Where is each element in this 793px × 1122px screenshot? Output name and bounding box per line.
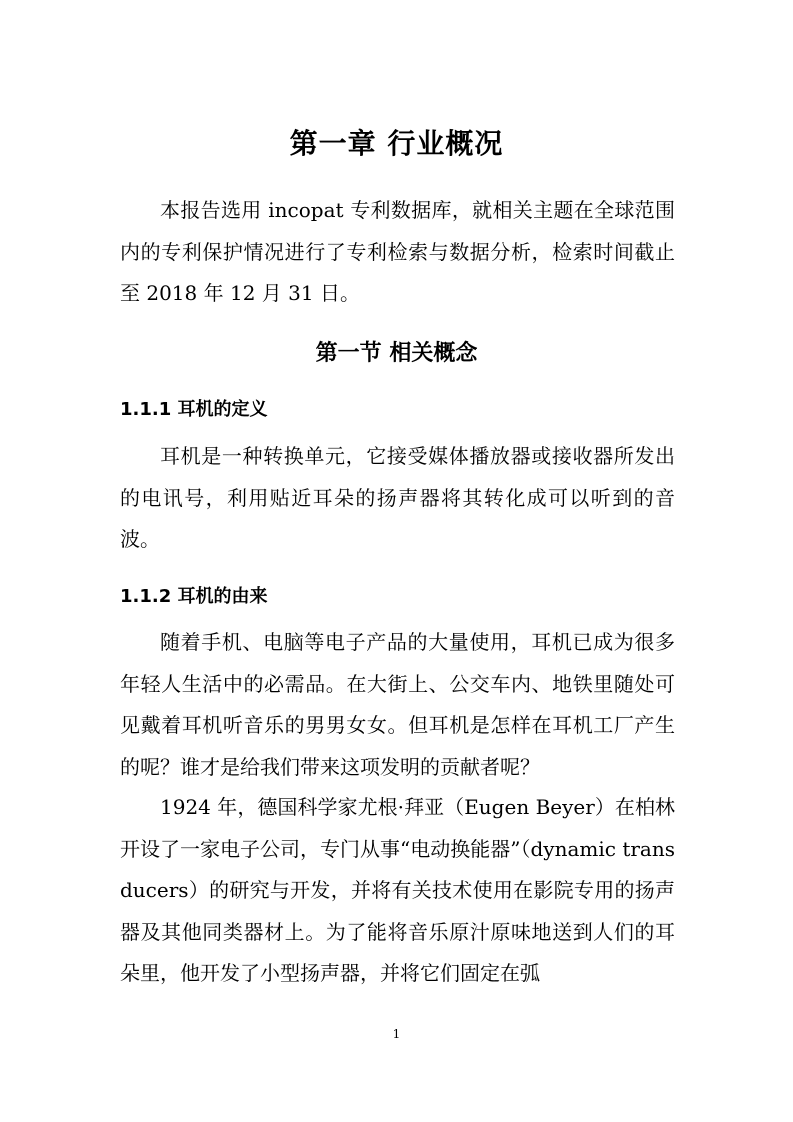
subsection-heading-definition: 1.1.1 耳机的定义 bbox=[120, 399, 268, 420]
section-title: 第一节 相关概念 bbox=[315, 341, 478, 366]
origin-paragraph-2: 1924 年，德国科学家尤根·拜亚（Eugen Beyer）在柏林开设了一家电子公司，专门从事“电动换能器”（dynamic transducers）的研究与开发，并将有关技术使用在影院专用的扬声器及其他同类器材上。为了能将音乐原汁原味地送到人们的耳朵里，他开发了小型扬声器，并将它们固定在弧 bbox=[120, 795, 675, 985]
origin-paragraph-1: 随着手机、电脑等电子产品的大量使用，耳机已成为很多年轻人生活中的必需品。在大街上、公交车内、地铁里随处可见戴着耳机听音乐的男男女女。但耳机是怎样在耳机工厂产生的呢？谁才是给我们带来这项发明的贡献者呢？ bbox=[120, 630, 675, 779]
page-number: 1 bbox=[392, 1027, 401, 1041]
definition-paragraph: 耳机是一种转换单元，它接受媒体播放器或接收器所发出的电讯号，利用贴近耳朵的扬声器将其转化成可以听到的音波。 bbox=[120, 444, 675, 551]
intro-paragraph: 本报告选用 incopat 专利数据库，就相关主题在全球范围内的专利保护情况进行了专利检索与数据分析，检索时间截止至 2018 年 12 月 31 日。 bbox=[120, 198, 675, 305]
chapter-title: 第一章 行业概况 bbox=[289, 127, 504, 160]
subsection-heading-origin: 1.1.2 耳机的由来 bbox=[120, 586, 268, 607]
